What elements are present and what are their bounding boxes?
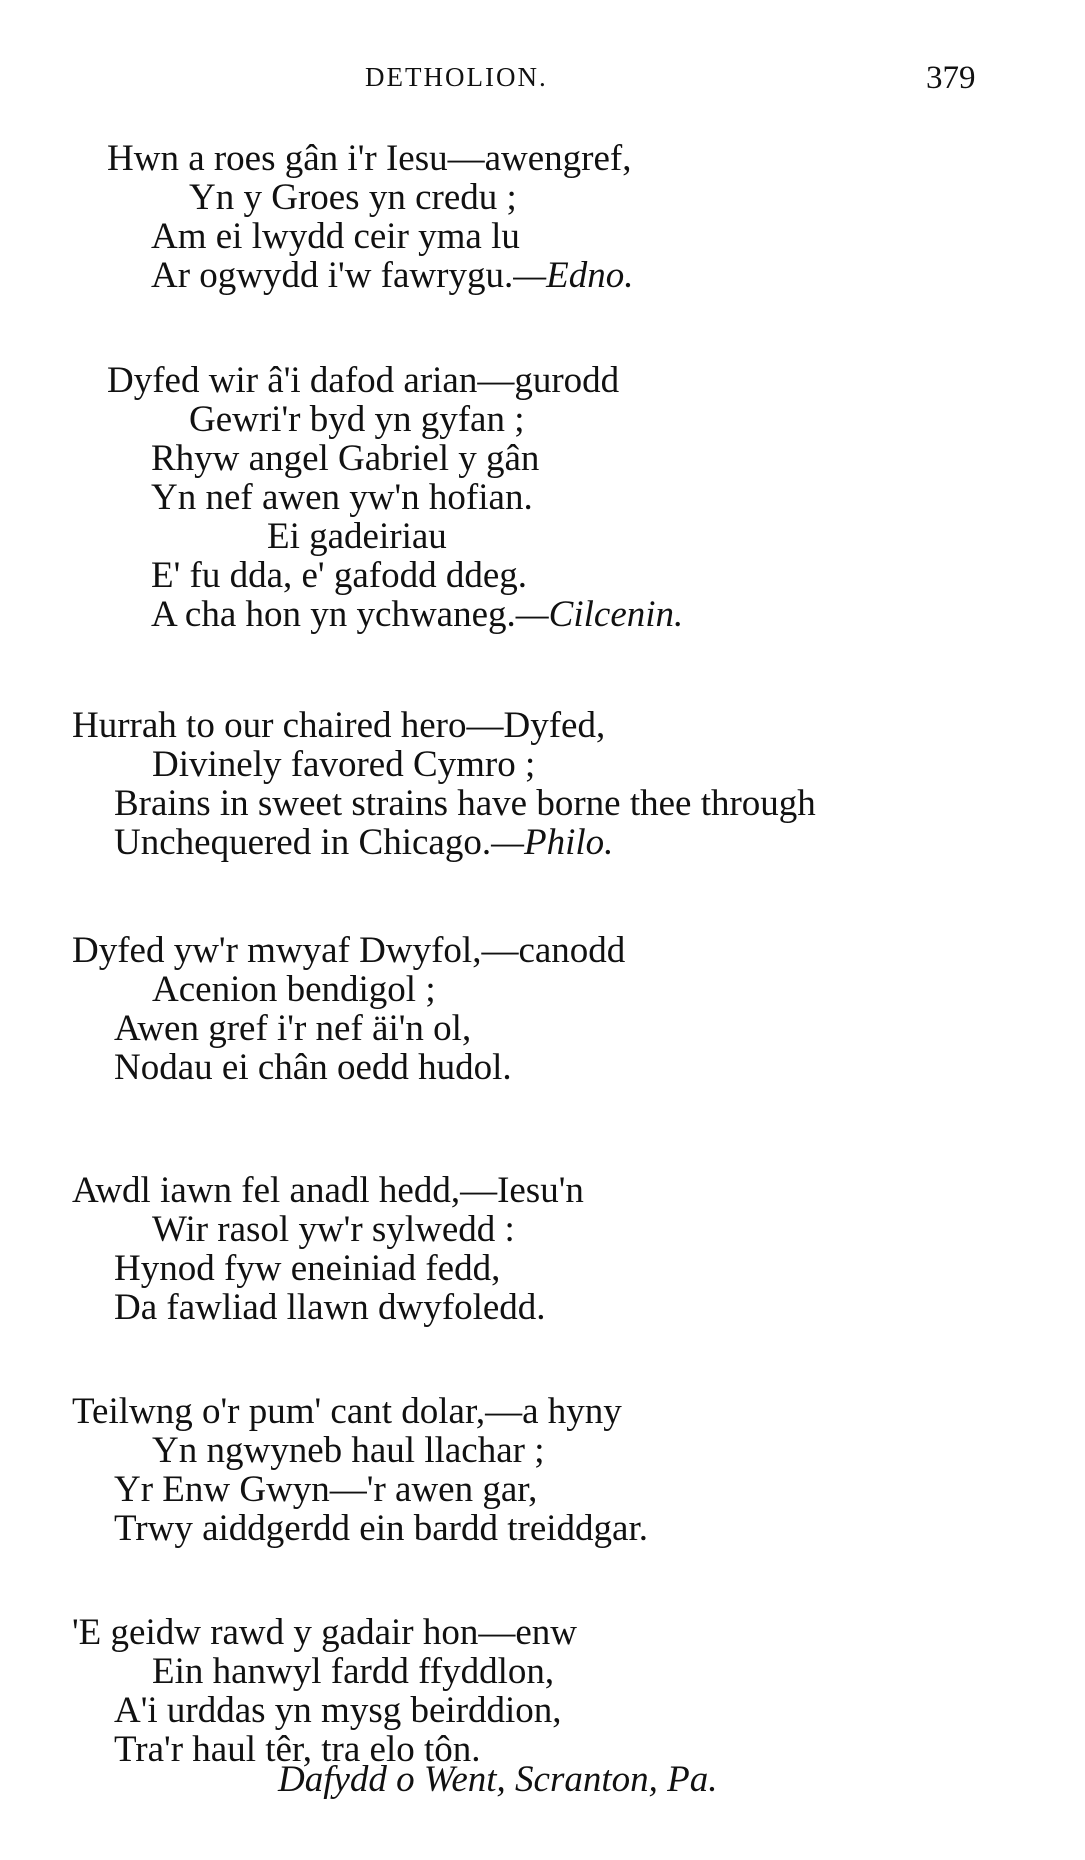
verse-line: Rhyw angel Gabriel y gân <box>151 438 540 479</box>
verse-line: Gewri'r byd yn gyfan ; <box>189 399 525 440</box>
verse-line <box>107 256 633 295</box>
verse-line: Dyfed wir â'i dafod arian—gurodd <box>107 360 620 401</box>
author-signature: Dafydd o Went, Scranton, Pa. <box>278 1759 718 1800</box>
verse-line: 'E geidw rawd y gadair hon—enw <box>72 1612 577 1653</box>
verse-line: Divinely favored Cymro ; <box>152 744 536 785</box>
verse-line: Nodau ei chân oedd hudol. <box>114 1047 512 1088</box>
verse-line: Ei gadeiriau <box>267 516 447 557</box>
stanza-4 <box>72 931 625 1087</box>
verse-line: Yr Enw Gwyn—'r awen gar, <box>114 1469 538 1510</box>
stanza-7 <box>72 1613 577 1769</box>
poem-attribution: —Philo. <box>491 822 614 863</box>
verse-line: Yn nef awen yw'n hofian. <box>151 477 533 518</box>
verse-line <box>107 595 683 634</box>
poem-attribution: —Cilcenin. <box>515 594 684 635</box>
verse-line: Awdl iawn fel anadl hedd,—Iesu'n <box>72 1170 584 1211</box>
stanza-6 <box>72 1392 648 1548</box>
verse-line: Hynod fyw eneiniad fedd, <box>114 1248 501 1289</box>
stanza-1 <box>107 139 633 295</box>
verse-line: Awen gref i'r nef äi'n ol, <box>114 1008 472 1049</box>
verse-line: Yn ngwyneb haul llachar ; <box>152 1430 545 1471</box>
verse-line: Hurrah to our chaired hero—Dyfed, <box>72 705 606 746</box>
stanza-2 <box>107 361 683 634</box>
verse-line: Hwn a roes gân i'r Iesu—awengref, <box>107 138 632 179</box>
verse-line: Acenion bendigol ; <box>152 969 436 1010</box>
verse-line: Am ei lwydd ceir yma lu <box>151 216 520 257</box>
stanza-5 <box>72 1171 584 1327</box>
verse-line <box>72 823 816 862</box>
running-head: DETHOLION. <box>365 62 548 92</box>
verse-line: Brains in sweet strains have borne thee through <box>114 783 816 824</box>
verse-text: Unchequered in Chicago. <box>114 822 492 863</box>
stanza-3 <box>72 706 816 862</box>
verse-line: E' fu dda, e' gafodd ddeg. <box>151 555 528 596</box>
poem-attribution: —Edno. <box>513 255 634 296</box>
verse-line: Tra'r haul têr, tra elo tôn. <box>114 1729 481 1770</box>
page-number: 379 <box>926 60 976 96</box>
verse-line: Dyfed yw'r mwyaf Dwyfol,—canodd <box>72 930 626 971</box>
verse-text: Ar ogwydd i'w fawrygu. <box>151 255 514 296</box>
verse-line: Ein hanwyl fardd ffyddlon, <box>152 1651 555 1692</box>
verse-line: Teilwng o'r pum' cant dolar,—a hyny <box>72 1391 622 1432</box>
verse-line: Trwy aiddgerdd ein bardd treiddgar. <box>114 1508 648 1549</box>
verse-text: A cha hon yn ychwaneg. <box>151 594 516 635</box>
verse-line: Yn y Groes yn credu ; <box>189 177 517 218</box>
verse-line: A'i urddas yn mysg beirddion, <box>114 1690 562 1731</box>
verse-line: Da fawliad llawn dwyfoledd. <box>114 1287 546 1328</box>
verse-line: Wir rasol yw'r sylwedd : <box>152 1209 515 1250</box>
